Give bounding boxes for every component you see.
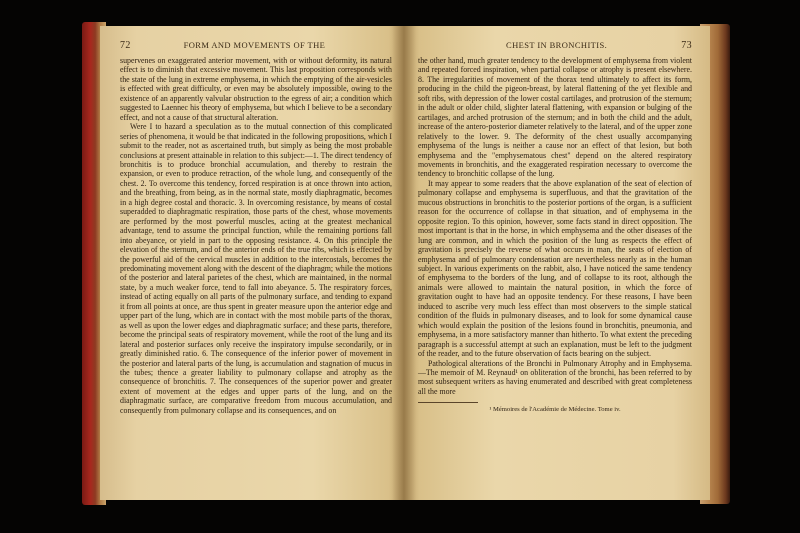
paragraph: supervenes on exaggerated anterior movement, with or without deformity, its natural effect is to diminish that excessive movement. This last proposition corresponds with the state of the lung in extreme emphysema, in which the emptying of the air-vesicles is effected with great difficulty, or even may be absolutely impossible, owing to the existence of an apparently valvular obstruction to the egress of air; a condition which suggested to Laennec his theory of emphysema, but which I believe to be a secondary effect, and not a cause of that structural alteration. xyxy=(120,56,392,122)
left-page xyxy=(100,26,404,500)
left-running-head: FORM AND MOVEMENTS OF THE xyxy=(183,40,326,50)
right-page-body xyxy=(418,56,692,396)
left-page-body xyxy=(120,56,392,415)
left-page-header xyxy=(120,40,392,51)
footnote: ¹ Mémoires de l'Académie de Médecine. Tome iv. xyxy=(489,406,621,414)
footnote-rule xyxy=(418,402,478,403)
right-page-number: 73 xyxy=(681,40,692,51)
paragraph: Were I to hazard a speculation as to the mutual connection of this complicated series of phenomena, it would be that indicated in the following propositions, which I submit to the reader, not as ascertained truth, but simply as being the most probable conclusions at present attainable in relation to this subject:—1. The direct tendency of bronchitis is to produce bronchial accumulation, and thereby to restrain the expansion, or even to produce retraction, of the whole lung, and consequently of the chest. 2. To overcome this tendency, forced respiration is at once thrown into action, and the breathing, from being, as in the normal state, mostly diaphragmatic, becomes in a high degree costal and thoracic. 3. In overcoming resistance, by means of costal superadded to diaphragmatic respiration, those parts of the chest, whose movements are performed by the most powerful muscles, acting at the greatest mechanical advantage, tend to assume the principal function, while the remaining portions fall into abeyance, or yield in part to the opposing resistance. 4. On this principle the elevation of the sternum, and of the anterior ends of the true ribs, which is effected by the powerful aid of the cervical muscles in addition to the intercostals, becomes the predominating movement along with the descent of the diaphragm; while the motions of the posterior and lateral parietes of the chest, which are maintained, in the normal state, by a much weaker force, tend to fall into abeyance. 5. The respiratory forces, instead of acting equally on all parts of the pulmonary surface, and tending to expand it from all points at once, are thus spent in greater measure upon the anterior edge and upper part of the lung, which are in contact with the most mobile parts of the thorax, as well as upon the lower edges and diaphragmatic surface; and these parts, therefore, become the principal seats of respiratory movement, while the root of the lung and its lateral and posterior surfaces only receive the inspiratory impulse secondarily, or in greatly diminished ratio. 6. The consequence of the inferior power of movement in the posterior and lateral parts of the lung, is accumulation and stagnation of mucus in the tubes; thence a greater liability to pulmonary collapse and atrophy as the consequence of bronchitis. 7. The consequences of the superior power and greater extent of movement at the edges and upper parts of the lung, and on the diaphragmatic surface, are comparative freedom from mucous accumulation, and consequently from pulmonary collapse and its consequences, and on xyxy=(120,122,392,415)
paragraph: Pathological alterations of the Bronchi in Pulmonary Atrophy and in Emphysema.—The memoir of M. Reynaud¹ on obliteration of the bronchi, has been referred to by most subsequent writers as having enumerated and described with great completeness all the more xyxy=(418,358,692,396)
paragraph: It may appear to some readers that the above explanation of the seat of election of pulmonary collapse and emphysema is superfluous, and that the gravitation of the mucous obstructions in bronchitis to the posterior portions of the organ, is a sufficient reason for the occurrence of collapse in that situation, and of emphysema in the opposite region. To this opinion, however, some facts stand in direct opposition. The most important is that in the horse, in which emphysema and the other diseases of the lung are common, and in which the position of the lung as respects the effect of gravitation is precisely the reverse of what occurs in man, the seats of election of emphysema and of pulmonary condensation are nevertheless nearly as in the human subject. In various experiments on the rabbit, also, I have noticed the same tendency of emphysema to the borders of the lung, and of collapse to its root, although the animals were allowed to maintain the natural position, in which the force of gravitation ought to have had an opposite tendency. For these reasons, I have been induced to ascribe very much less effect than most observers to the simple statical condition of the fluids in pulmonary diseases, and to look for some dynamical cause which would explain the position of the lesions found in bronchitis, pneumonia, and emphysema, in a more satisfactory manner than hitherto. To what extent the preceding paragraph is a successful attempt at such an explanation, must be left to the judgment of the reader, and to the future observation of facts bearing on the subject. xyxy=(418,178,692,359)
paragraph: the other hand, much greater tendency to the development of emphysema from violent and repeated forced inspiration, when partial collapse or atrophy is present elsewhere. 8. The irregularities of movement of the thorax tend ultimately to affect its form, producing in the child the pigeon-breast, by lateral flattening of the yet flexible and soft ribs, with depression of the lower costal cartilages, and protrusion of the sternum; in the adult or older child, slighter lateral flattening, with expansion or bulging of the cartilages, and arched protrusion of the sternum; and in both the child and the adult, increase of the antero-posterior diameter relatively to the lateral, and of the upper zone relatively to the lower. 9. The deformity of the chest usually accompanying emphysema of the lungs is neither a cause nor an effect of that lesion, but both emphysema and the "emphysematous chest" depend on the altered respiratory movements in bronchitis, and the exaggerated respiration necessary to overcome the tendency to bronchitic collapse of the lung. xyxy=(418,56,692,179)
right-page-header xyxy=(418,40,692,51)
left-page-number: 72 xyxy=(120,40,131,51)
right-running-head: CHEST IN BRONCHITIS. xyxy=(506,40,608,50)
right-page xyxy=(404,26,710,500)
